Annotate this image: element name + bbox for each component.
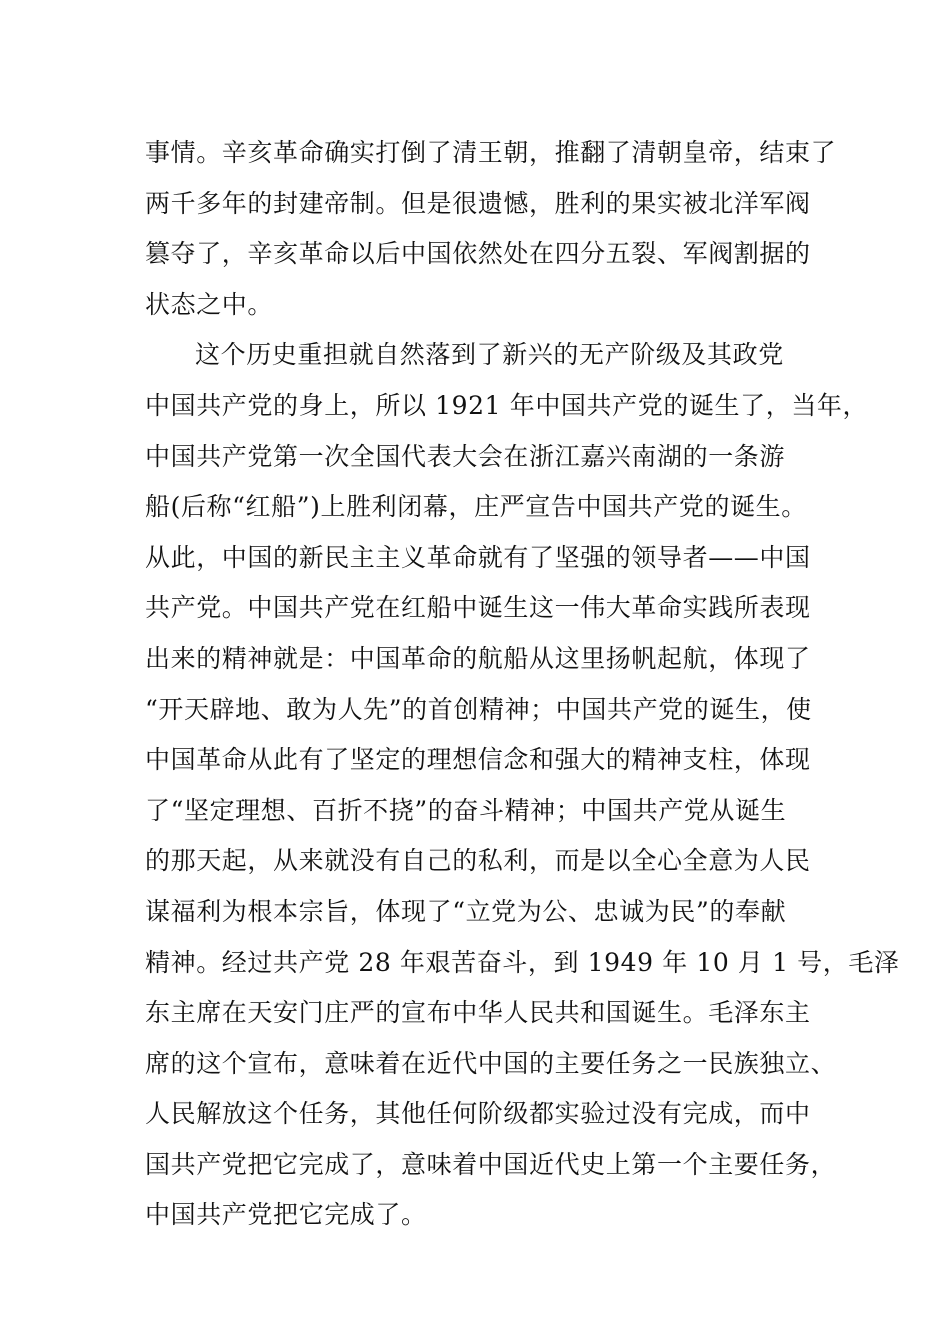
text-line: 席的这个宣布，意味着在近代中国的主要任务之一民族独立、 xyxy=(145,1048,837,1078)
text-line: 出来的精神就是：中国革命的航船从这里扬帆起航，体现了 xyxy=(145,643,811,673)
text-line: “开天辟地、敢为人先”的首创精神；中国共产党的诞生，使 xyxy=(145,694,812,724)
text-line: 东主席在天安门庄严的宣布中华人民共和国诞生。毛泽东主 xyxy=(145,998,811,1028)
text-line: 谋福利为根本宗旨，体现了“立党为公、忠诚为民”的奉献 xyxy=(145,896,787,926)
text-line: 共产党。中国共产党在红船中诞生这一伟大革命实践所表现 xyxy=(145,593,811,623)
text-line: 船(后称“红船”)上胜利闭幕，庄严宣告中国共产党的诞生。 xyxy=(145,492,807,522)
text-line: 从此，中国的新民主主义革命就有了坚强的领导者——中国 xyxy=(145,542,811,572)
paragraph-first-line: 这个历史重担就自然落到了新兴的无产阶级及其政党 xyxy=(195,340,784,370)
text-line: 中国革命从此有了坚定的理想信念和强大的精神支柱，体现 xyxy=(145,745,811,775)
text-line: 了“坚定理想、百折不挠”的奋斗精神；中国共产党从诞生 xyxy=(145,795,787,825)
text-line: 精神。经过共产党 28 年艰苦奋斗，到 1949 年 10 月 1 号，毛泽 xyxy=(145,947,900,977)
text-line: 中国共产党把它完成了。 xyxy=(145,1200,427,1230)
text-line: 人民解放这个任务，其他任何阶级都实验过没有完成，而中 xyxy=(145,1099,811,1129)
text-line: 状态之中。 xyxy=(145,289,274,319)
text-line: 的那天起，从来就没有自己的私利，而是以全心全意为人民 xyxy=(145,846,811,876)
body-text xyxy=(145,128,900,1241)
text-line: 篡夺了，辛亥革命以后中国依然处在四分五裂、军阀割据的 xyxy=(145,239,811,269)
text-line: 中国共产党第一次全国代表大会在浙江嘉兴南湖的一条游 xyxy=(145,441,786,471)
text-line: 国共产党把它完成了，意味着中国近代史上第一个主要任务， xyxy=(145,1149,837,1179)
text-line: 两千多年的封建帝制。但是很遗憾，胜利的果实被北洋军阀 xyxy=(145,188,811,218)
text-line: 事情。辛亥革命确实打倒了清王朝，推翻了清朝皇帝，结束了 xyxy=(145,138,837,167)
text-line: 中国共产党的身上，所以 1921 年中国共产党的诞生了，当年， xyxy=(145,390,869,420)
